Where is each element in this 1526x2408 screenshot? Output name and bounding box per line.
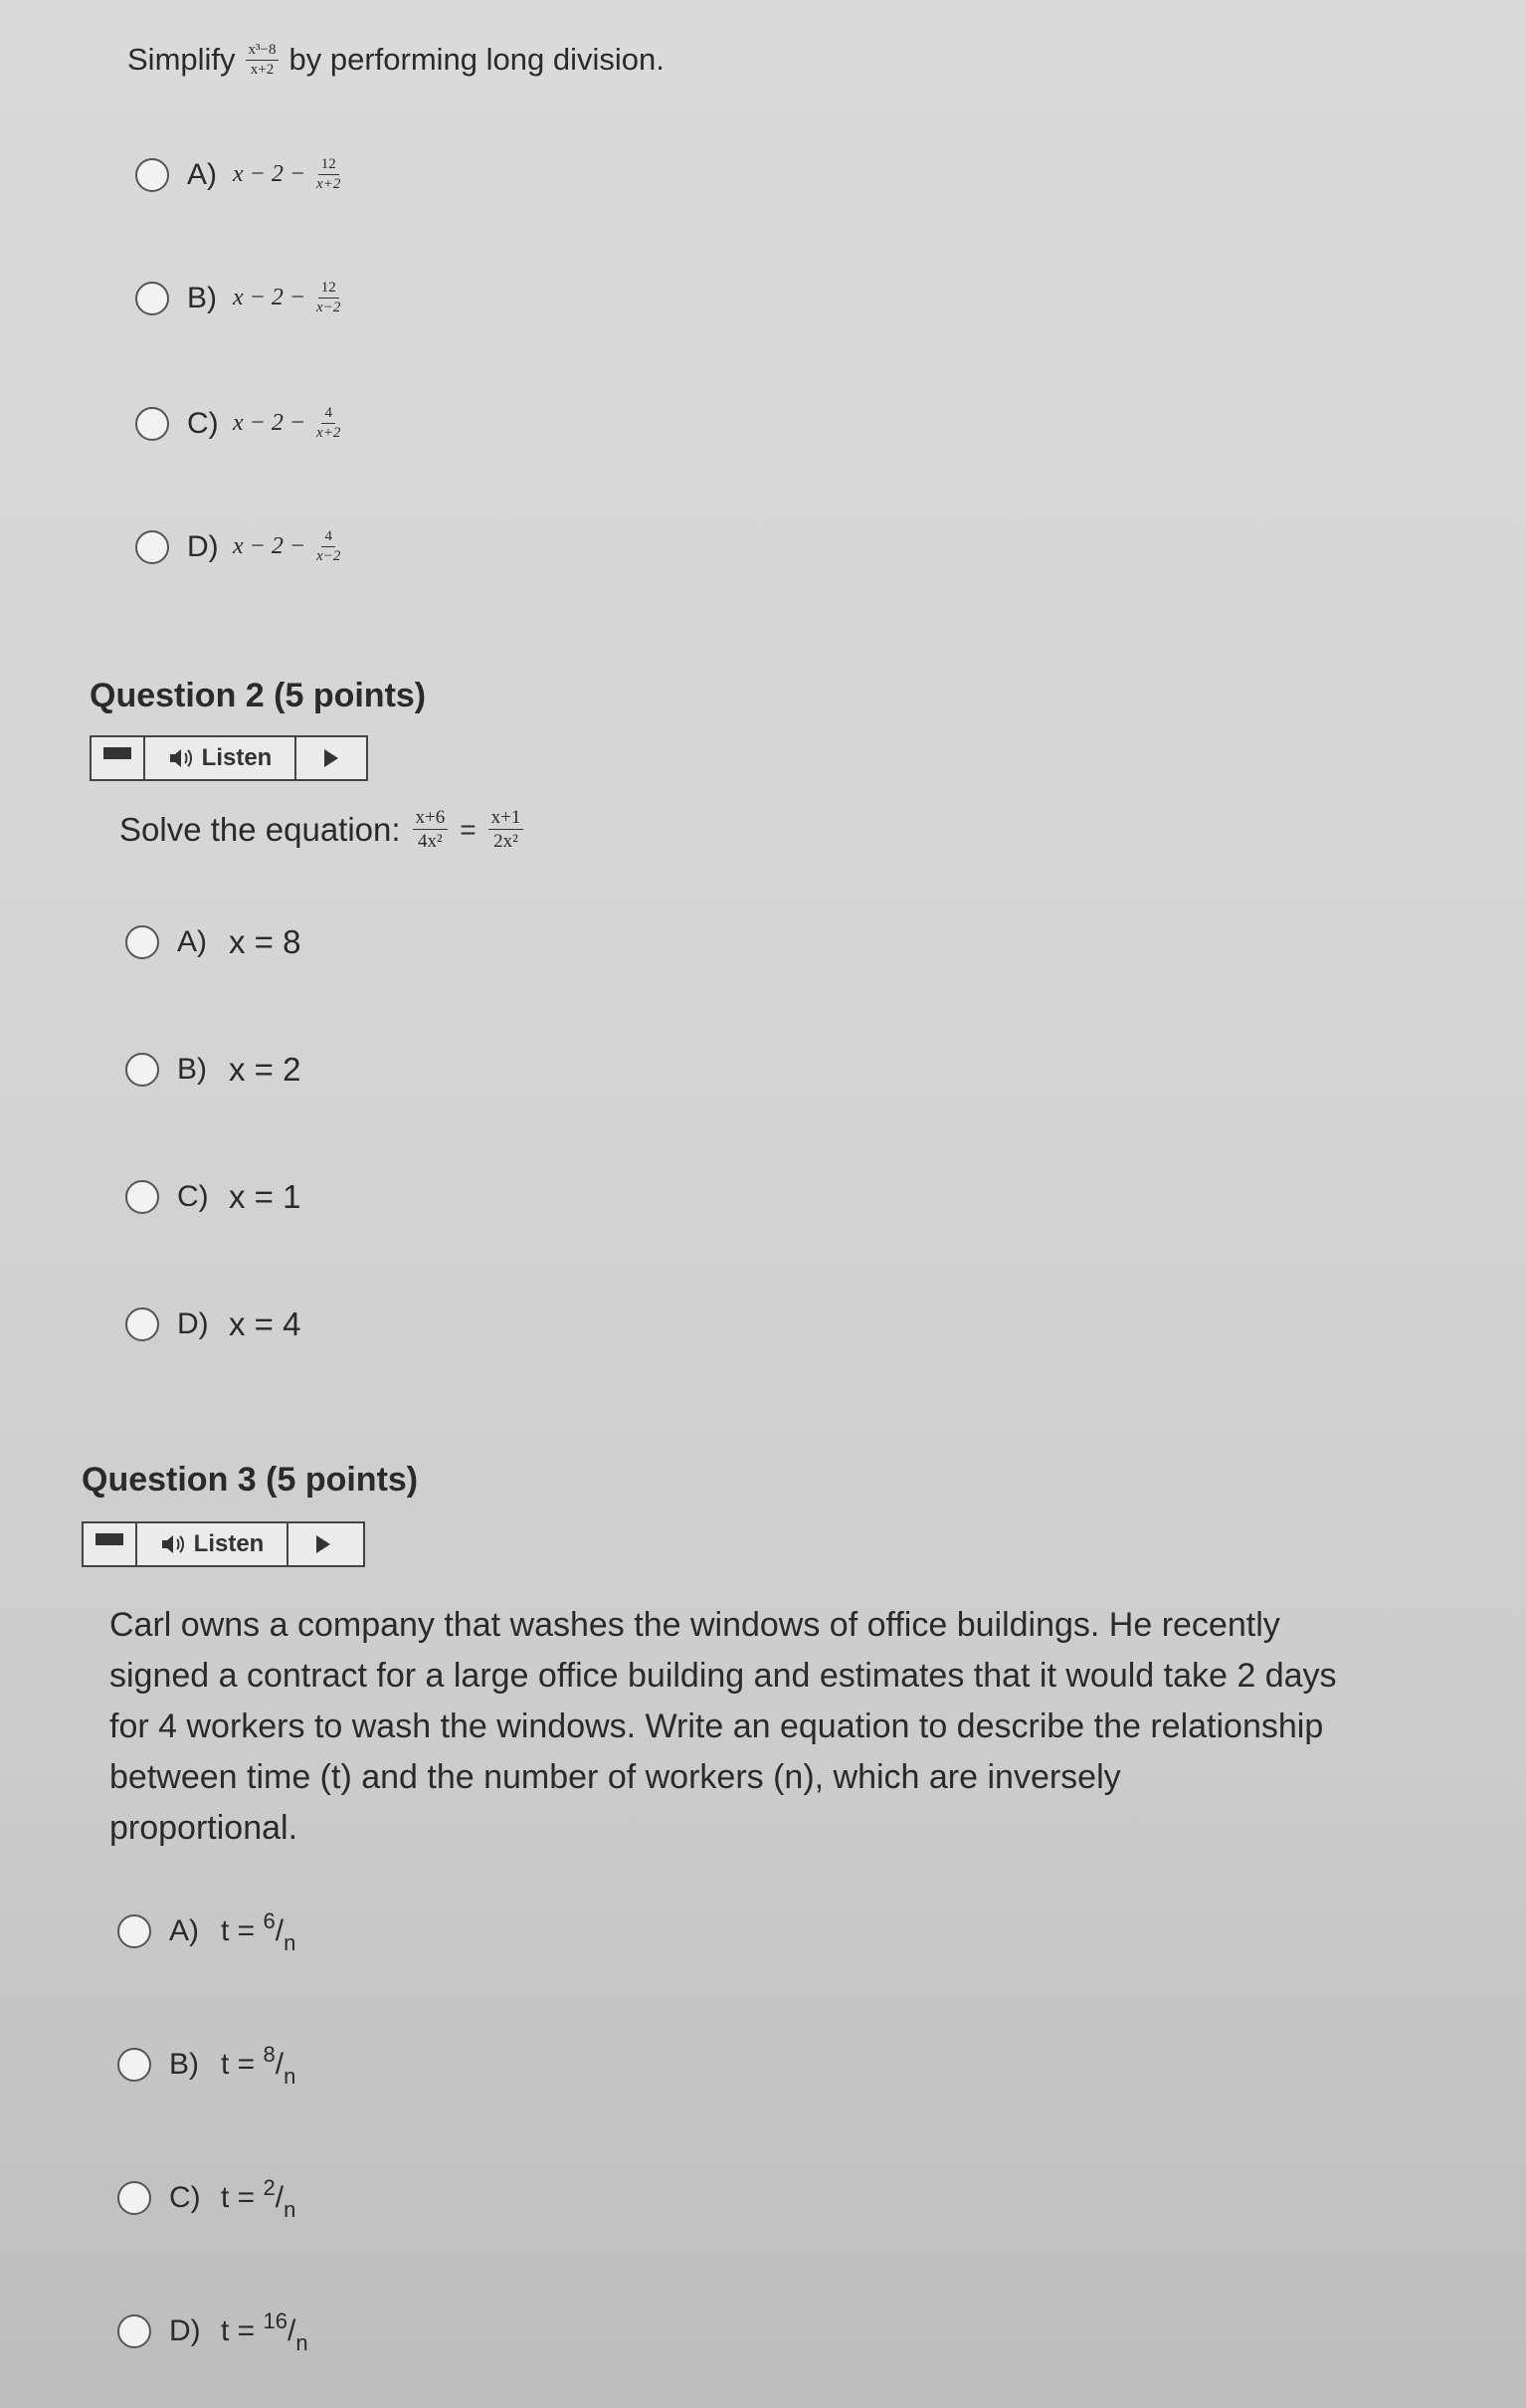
hamburger-icon (103, 747, 131, 769)
q1-option-b[interactable] (135, 281, 343, 315)
question1-fraction (246, 43, 280, 78)
question3-text-line: signed a contract for a large office building and estimates that it would take 2 days (109, 1657, 1337, 1695)
speaker-icon (160, 1533, 186, 1555)
play-icon (316, 1535, 330, 1553)
option-expression (233, 157, 343, 192)
question2-rhs-fraction (488, 808, 524, 851)
option-letter: A) (177, 925, 207, 958)
menu-button[interactable] (84, 1523, 137, 1565)
q3-option-c[interactable] (117, 2175, 296, 2222)
option-letter: A) (169, 1914, 199, 1947)
listen-button[interactable] (145, 737, 296, 779)
question3-body (109, 1600, 1502, 1854)
q2-option-d[interactable] (125, 1305, 300, 1343)
radio-button[interactable] (135, 407, 169, 441)
fraction-numerator: 12 (318, 157, 339, 175)
fraction-denominator: x+2 (316, 176, 341, 192)
radio-button[interactable] (125, 1053, 159, 1087)
fraction-denominator: x−2 (316, 548, 341, 564)
q1-option-c[interactable] (135, 406, 343, 441)
question3-title: Question 3 (5 points) (82, 1461, 419, 1499)
listen-label: Listen (201, 744, 273, 771)
play-button[interactable] (296, 737, 366, 779)
radio-button[interactable] (117, 1914, 151, 1948)
option-lhs: t = (221, 1914, 256, 1947)
play-button[interactable] (288, 1523, 358, 1565)
option-lhs: t = (221, 2048, 256, 2081)
listen-label: Listen (193, 1530, 265, 1557)
q3-option-b[interactable] (117, 2042, 296, 2089)
radio-button[interactable] (135, 530, 169, 564)
option-expression (221, 2175, 296, 2222)
q3-option-a[interactable] (117, 1908, 296, 1955)
option-whole: x − 2 − (233, 410, 306, 436)
option-letter: C) (177, 1180, 209, 1213)
question2-listen-toolbar (90, 735, 368, 781)
lhs-denominator: 4x² (418, 831, 443, 852)
play-icon (324, 749, 338, 767)
hamburger-icon (95, 1533, 123, 1555)
option-letter: D) (187, 529, 219, 563)
menu-button[interactable] (92, 737, 145, 779)
fraction-denominator: x−2 (316, 300, 341, 315)
option-letter: B) (169, 2048, 199, 2081)
radio-button[interactable] (125, 1180, 159, 1214)
option-letter: C) (187, 406, 219, 440)
option-letter: C) (169, 2181, 201, 2214)
radio-button[interactable] (135, 158, 169, 192)
question1-fraction-denominator: x+2 (250, 61, 275, 78)
option-letter: D) (177, 1307, 209, 1340)
option-whole: x − 2 − (233, 285, 306, 310)
option-text: x = 2 (229, 1051, 301, 1088)
option-text: x = 1 (229, 1178, 301, 1215)
question1-prompt-after: by performing long division. (288, 42, 665, 77)
radio-button[interactable] (117, 2048, 151, 2082)
option-fraction (313, 157, 343, 192)
option-expression (221, 2308, 308, 2355)
fraction-numerator: 4 (321, 406, 335, 424)
option-expression (233, 406, 343, 441)
option-expression (233, 529, 343, 564)
option-numerator: 16 (263, 2308, 288, 2333)
question1-prompt (127, 42, 665, 78)
option-letter: A) (187, 157, 217, 191)
option-letter: B) (177, 1053, 207, 1086)
option-lhs: t = (221, 2181, 256, 2214)
radio-button[interactable] (117, 2181, 151, 2215)
question3-text-line: for 4 workers to wash the windows. Write an equation to describe the relationship (109, 1707, 1324, 1745)
rhs-denominator: 2x² (493, 831, 518, 852)
option-numerator: 2 (263, 2175, 276, 2200)
option-letter: B) (187, 281, 217, 314)
option-slash: / (275, 2181, 285, 2214)
equals-sign: = (460, 813, 477, 845)
option-text: x = 4 (229, 1305, 301, 1342)
option-whole: x − 2 − (233, 161, 306, 187)
option-fraction (313, 281, 343, 315)
question2-prompt (119, 808, 523, 851)
option-fraction (313, 406, 343, 441)
question3-listen-toolbar (82, 1521, 365, 1567)
speaker-icon (168, 747, 194, 769)
option-expression (233, 281, 343, 315)
option-slash: / (275, 2048, 285, 2081)
option-slash: / (287, 2314, 296, 2347)
option-letter: D) (169, 2314, 201, 2347)
option-denominator: n (284, 2197, 296, 2222)
option-denominator: n (295, 2330, 308, 2355)
question2-title: Question 2 (5 points) (90, 677, 427, 714)
listen-button[interactable] (137, 1523, 288, 1565)
option-fraction (313, 529, 343, 564)
option-expression (221, 2042, 296, 2089)
radio-button[interactable] (125, 925, 159, 959)
question3-text-line: between time (t) and the number of workers (n), which are inversely (109, 1758, 1121, 1796)
option-numerator: 8 (263, 2042, 276, 2067)
option-denominator: n (284, 1930, 296, 1955)
question3-text-line: proportional. (109, 1809, 298, 1847)
lhs-numerator: x+6 (413, 808, 449, 830)
radio-button[interactable] (125, 1307, 159, 1341)
option-numerator: 6 (263, 1908, 276, 1933)
question2-lhs-fraction (413, 808, 449, 851)
fraction-denominator: x+2 (316, 425, 341, 441)
rhs-numerator: x+1 (488, 808, 524, 830)
question3-text-line: Carl owns a company that washes the windows of office buildings. He recently (109, 1606, 1280, 1644)
option-whole: x − 2 − (233, 533, 306, 559)
option-expression (221, 1908, 296, 1955)
option-denominator: n (284, 2064, 296, 2089)
q1-option-d[interactable] (135, 529, 343, 564)
q2-option-b[interactable] (125, 1051, 300, 1089)
q2-option-c[interactable] (125, 1178, 300, 1216)
option-text: x = 8 (229, 923, 301, 960)
radio-button[interactable] (117, 2314, 151, 2348)
fraction-numerator: 4 (321, 529, 335, 547)
question1-prompt-before: Simplify (127, 42, 236, 77)
option-slash: / (275, 1914, 285, 1947)
q1-option-a[interactable] (135, 157, 343, 192)
fraction-numerator: 12 (318, 281, 339, 299)
question2-prompt-text: Solve the equation: (119, 810, 401, 848)
question1-fraction-numerator: x³−8 (246, 43, 280, 61)
radio-button[interactable] (135, 282, 169, 315)
q2-option-a[interactable] (125, 923, 300, 961)
option-lhs: t = (221, 2314, 256, 2347)
q3-option-d[interactable] (117, 2308, 308, 2355)
